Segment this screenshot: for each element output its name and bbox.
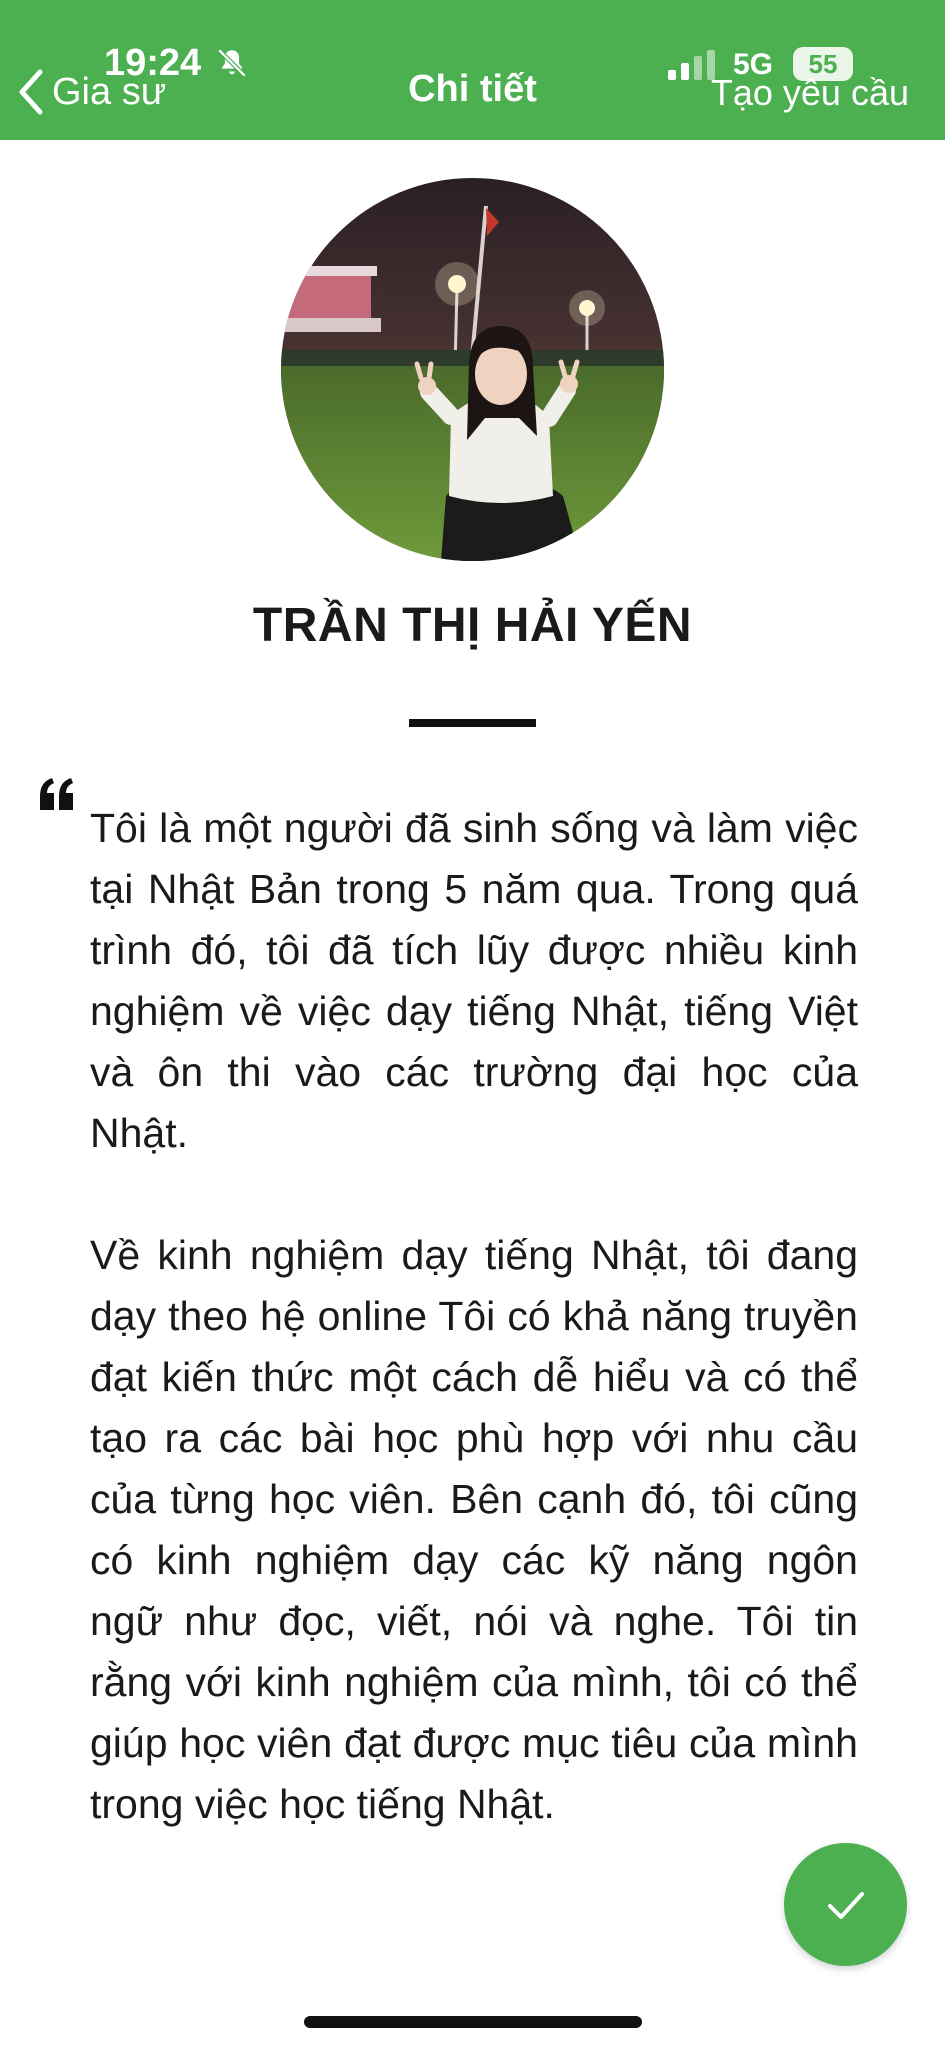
bio-paragraph: Về kinh nghiệm dạy tiếng Nhật, tôi đang dạy theo hệ online Tôi có khả năng truyền đạt kiến thức một cách dễ hiểu và có thể tạo ra các bài học phù hợp với nhu cầu của từng học viên. Bên cạnh đó, tôi cũng có kinh nghiệm dạy các kỹ năng ngôn ngữ như đọc, viết, nói và nghe. Tôi tin rằng với kinh nghiệm của mình, tôi có thể giúp học viên đạt được mục tiêu của mình trong việc học tiếng Nhật. xyxy=(90,1232,858,1827)
tutor-bio xyxy=(90,798,858,1835)
create-request-button[interactable]: Tạo yêu cầu xyxy=(710,72,909,113)
confirm-button[interactable] xyxy=(784,1843,907,1966)
name-divider xyxy=(409,719,536,727)
top-bar xyxy=(0,0,945,140)
battery-indicator: 55 xyxy=(793,47,853,81)
check-icon xyxy=(824,1883,868,1927)
network-label: 5G xyxy=(733,48,774,81)
home-indicator[interactable] xyxy=(304,2016,642,2028)
back-label: Gia sư xyxy=(52,70,167,113)
status-time: 19:24 xyxy=(104,42,202,84)
tutor-name: TRẦN THỊ HẢI YẾN xyxy=(252,599,693,652)
page-title: Chi tiết xyxy=(408,68,537,110)
avatar xyxy=(281,178,664,561)
quote-open-icon xyxy=(38,776,76,810)
bio-paragraph: Tôi là một người đã sinh sống và làm việc tại Nhật Bản trong 5 năm qua. Trong quá trình đó, tôi đã tích lũy được nhiều kinh nghiệm về việc dạy tiếng Nhật, tiếng Việt và ôn thi vào các trường đại học của Nhật. xyxy=(90,805,858,1156)
